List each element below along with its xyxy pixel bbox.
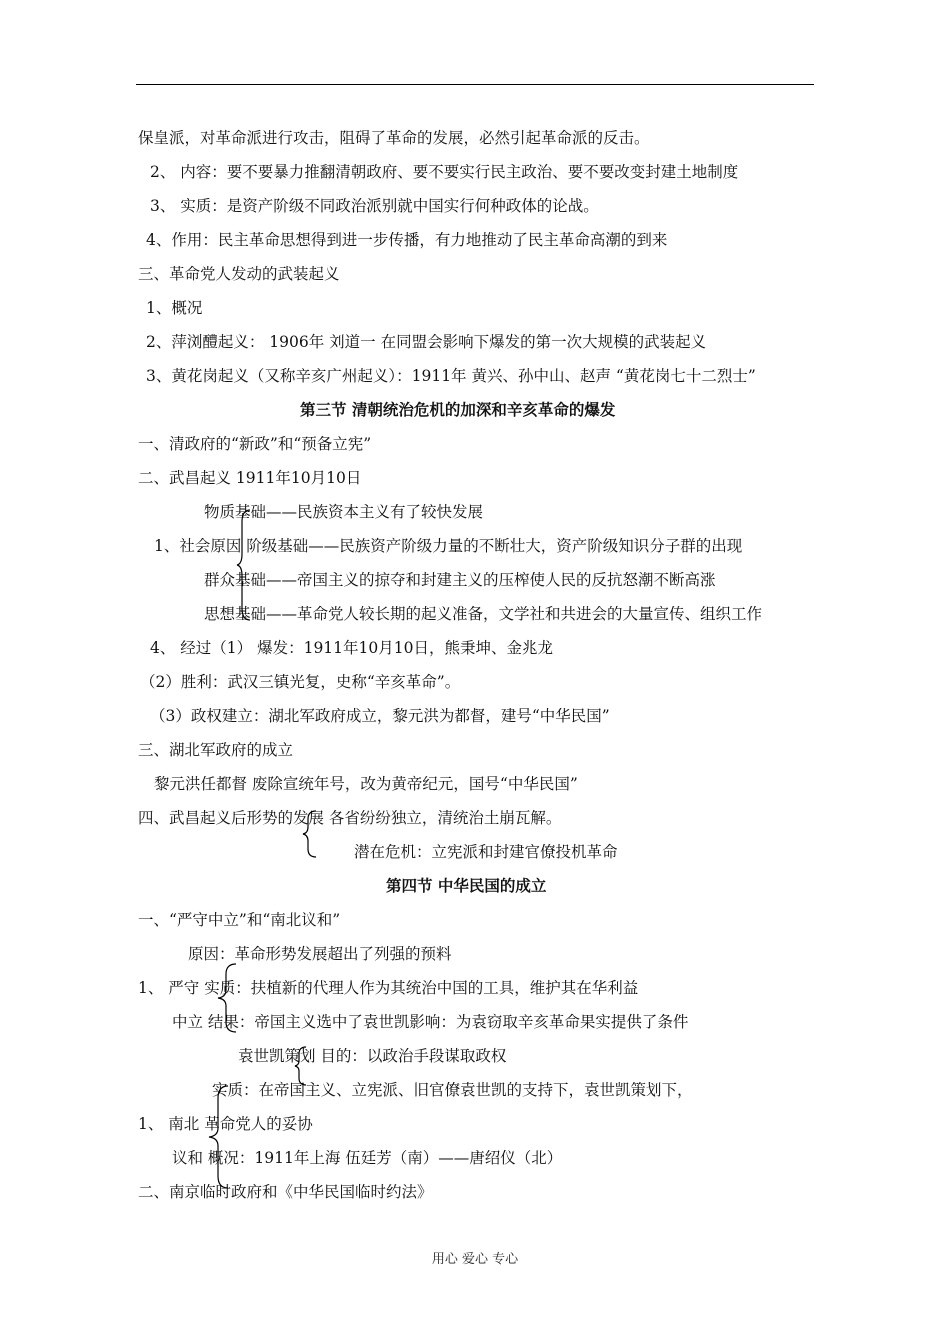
- text-line: 2、 内容：要不要暴力推翻清朝政府、要不要实行民主政治、要不要改变封建土地制度: [150, 163, 739, 181]
- section-heading: 三、革命党人发动的武装起义: [138, 265, 340, 283]
- text-line: 1、 严守 实质：扶植新的代理人作为其统治中国的工具，维护其在华利益: [138, 979, 639, 997]
- text-line: 保皇派，对革命派进行攻击，阻碍了革命的发展，必然引起革命派的反击。: [138, 129, 650, 147]
- text-line: 4、作用：民主革命思想得到进一步传播，有力地推动了民主革命高潮的到来: [146, 231, 668, 249]
- text-line: 袁世凯策划 目的：以政治手段谋取政权: [238, 1047, 507, 1065]
- text-line: （2）胜利：武汉三镇光复，史称“辛亥革命”。: [140, 673, 461, 691]
- text-line: （3）政权建立：湖北军政府成立，黎元洪为都督，建号“中华民国”: [150, 707, 610, 725]
- text-line: 中立 结果：帝国主义选中了袁世凯影响：为袁窃取辛亥革命果实提供了条件: [172, 1013, 689, 1031]
- chapter-section-title: 第四节 中华民国的成立: [386, 876, 547, 895]
- text-line: 潜在危机：立宪派和封建官僚投机革命: [354, 843, 618, 861]
- text-line: 4、 经过（1） 爆发：1911年10月10日，熊秉坤、金兆龙: [150, 639, 553, 657]
- section-heading: 一、清政府的“新政”和“预备立宪”: [138, 435, 372, 453]
- text-line: 群众基础——帝国主义的掠夺和封建主义的压榨使人民的反抗怒潮不断高涨: [204, 571, 716, 589]
- text-line: 物质基础——民族资本主义有了较快发展: [204, 503, 484, 521]
- brace-north-south-talks: [206, 1084, 230, 1190]
- brace-yuan-plan: [294, 1046, 308, 1086]
- text-line: 黎元洪任都督 废除宣统年号，改为黄帝纪元，国号“中华民国”: [154, 775, 578, 793]
- text-line: 1、概况: [146, 299, 203, 317]
- section-heading: 三、湖北军政府的成立: [138, 741, 294, 759]
- text-line: 1、社会原因 阶级基础——民族资产阶级力量的不断壮大，资产阶级知识分子群的出现: [154, 537, 743, 555]
- text-line: 议和 概况：1911年上海 伍廷芳（南）——唐绍仪（北）: [172, 1149, 563, 1167]
- brace-social-causes: [236, 508, 252, 622]
- page-footer: 用心 爱心 专心: [431, 1252, 519, 1267]
- section-heading: 二、武昌起义 1911年10月10日: [138, 469, 362, 487]
- chapter-section-title: 第三节 清朝统治危机的加深和辛亥革命的爆发: [300, 400, 616, 419]
- section-heading: 一、“严守中立”和“南北议和”: [138, 911, 341, 929]
- text-line: 3、 实质：是资产阶级不同政治派别就中国实行何种政体的论战。: [150, 197, 599, 215]
- text-line: 2、萍浏醴起义： 1906年 刘道一 在同盟会影响下爆发的第一次大规模的武装起义: [146, 333, 707, 351]
- section-heading: 二、南京临时政府和《中华民国临时约法》: [138, 1183, 433, 1201]
- text-line: 原因：革命形势发展超出了列强的预料: [188, 945, 452, 963]
- section-heading: 四、武昌起义后形势的发展 各省纷纷独立，清统治土崩瓦解。: [138, 809, 562, 827]
- text-line: 实质：在帝国主义、立宪派、旧官僚袁世凯的支持下，袁世凯策划下，: [212, 1081, 693, 1099]
- brace-neutrality: [214, 962, 238, 1034]
- text-line: 3、黄花岗起义（又称辛亥广州起义）：1911年 黄兴、孙中山、赵声 “黄花岗七十二烈士”: [146, 367, 756, 385]
- header-rule: [136, 84, 814, 85]
- text-line: 1、 南北 革命党人的妥协: [138, 1115, 313, 1133]
- text-line: 思想基础——革命党人较长期的起义准备，文学社和共进会的大量宣传、组织工作: [204, 605, 763, 623]
- brace-situation: [302, 810, 318, 858]
